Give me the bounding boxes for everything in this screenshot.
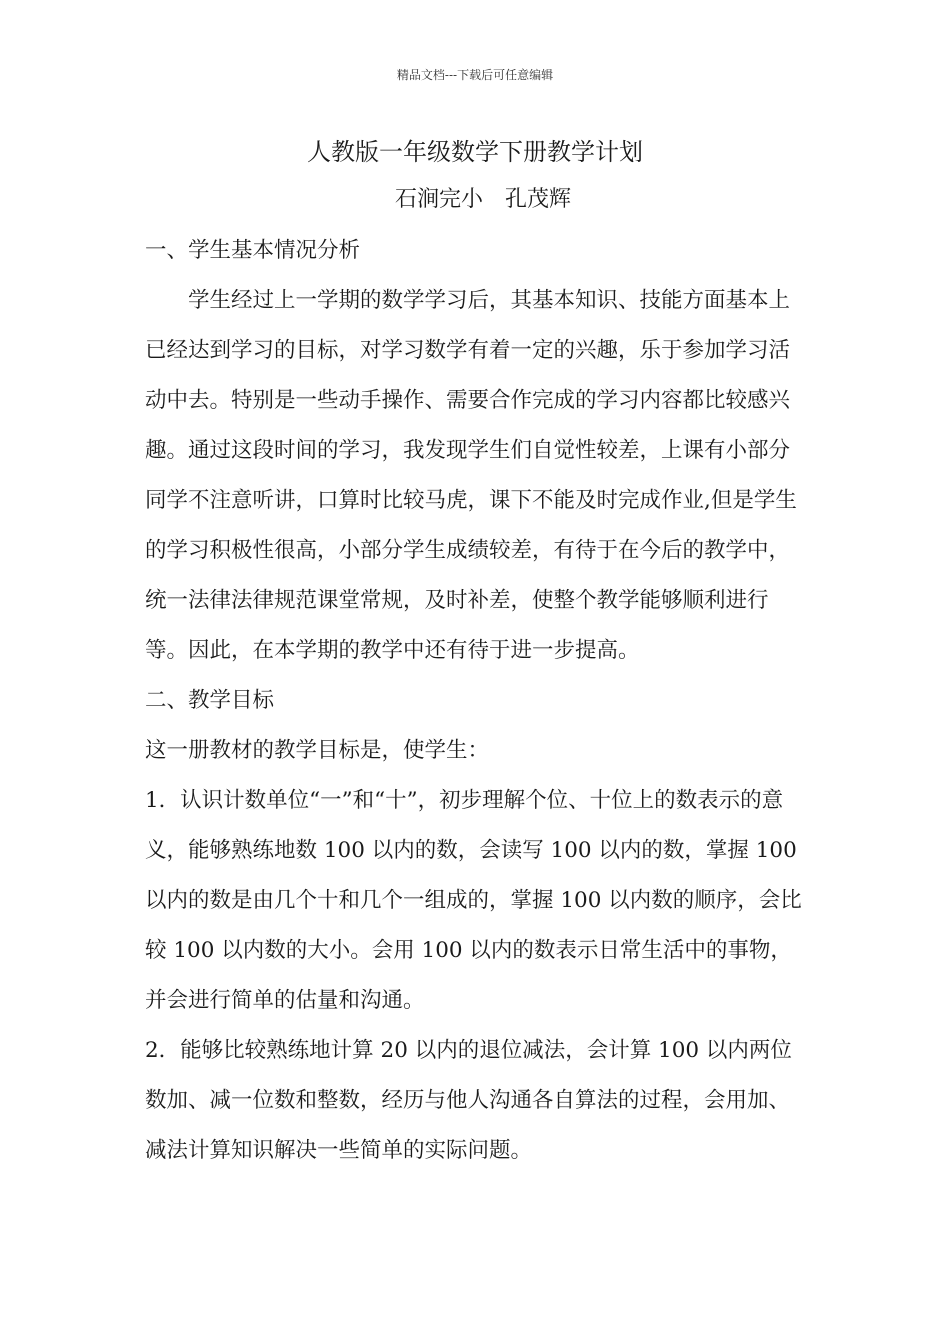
goal-item-1: 1．认识计数单位“一”和“十”，初步理解个位、十位上的数表示的意义，能够熟练地数 100 以内的数，会读写 100 以内的数，掌握 100 以内的数是由几个十和几个一组成的，掌握 100 以内数的顺序，会比较 100 以内数的大小。会用 100 以内的数表示日常生活中的事物，并会进行简单的估量和沟通。 [145,788,802,1013]
paragraph-goals-intro: 这一册教材的教学目标是，使学生： [145,738,490,763]
paragraph-student-analysis: 学生经过上一学期的数学学习后，其基本知识、技能方面基本上已经达到学习的目标，对学习数学有着一定的兴趣，乐于参加学习活动中去。特别是一些动手操作、需要合作完成的学习内容都比较感兴趣。通过这段时间的学习，我发现学生们自觉性较差，上课有小部分同学不注意听讲，口算时比较马虎，课下不能及时完成作业,但是学生的学习积极性很高，小部分学生成绩较差，有待于在今后的教学中，统一法律法律规范课堂常规，及时补差，使整个教学能够顺利进行等。因此，在本学期的教学中还有待于进一步提高。 [145,288,797,663]
document-title: 人教版一年级数学下册教学计划 [307,138,643,166]
goal-item-2: 2．能够比较熟练地计算 20 以内的退位减法，会计算 100 以内两位数加、减一位数和整数，经历与他人沟通各自算法的过程，会用加、减法计算知识解决一些简单的实际问题。 [145,1038,792,1163]
section-heading-teaching-goals: 二、教学目标 [145,688,275,713]
document-body [145,226,810,1176]
document-author: 石涧完小 孔茂辉 [395,187,572,212]
page-header-note: 精品文档---下载后可任意编辑 [396,68,554,82]
section-heading-student-analysis: 一、学生基本情况分析 [145,238,361,263]
